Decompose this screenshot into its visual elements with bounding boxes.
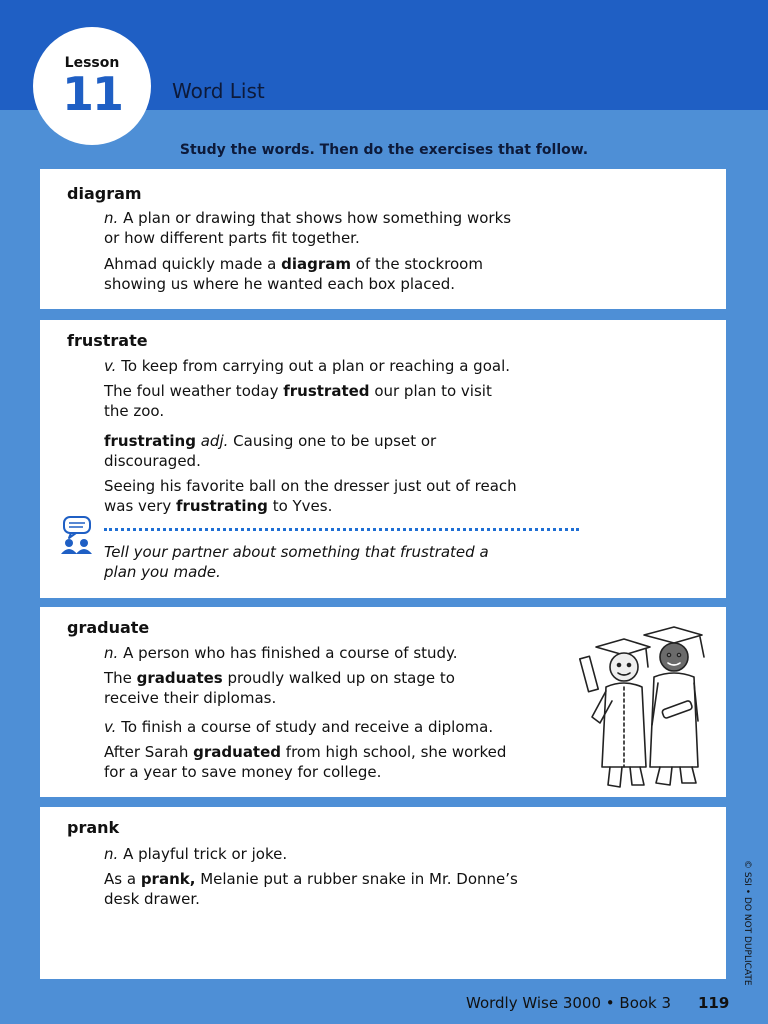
partner-prompt-cont: plan you made. — [104, 563, 221, 581]
dotted-divider — [104, 528, 579, 531]
svg-text:© SSI • DO NOT DUPLICATE: © SSI • DO NOT DUPLICATE — [742, 860, 752, 986]
entry-card-prank — [40, 807, 726, 979]
definition-cont: or how different parts fit together. — [104, 229, 360, 247]
lesson-label: Lesson — [64, 55, 120, 71]
copyright-note — [735, 860, 752, 986]
example-sentence-cont: receive their diplomas. — [104, 689, 277, 707]
entry-card-diagram — [40, 169, 726, 309]
partner-prompt: Tell your partner about something that frustrated a — [104, 543, 489, 561]
headword-prank: prank — [67, 818, 120, 837]
example-sentence-cont: the zoo. — [104, 402, 165, 420]
headword-diagram: diagram — [67, 184, 142, 203]
example-sentence-2-cont: for a year to save money for college. — [104, 763, 382, 781]
entry-card-frustrate — [40, 320, 726, 598]
derived-example-cont: was very frustrating to Yves. — [104, 497, 333, 515]
example-sentence: The graduates proudly walked up on stage to — [104, 669, 455, 687]
footer-book-title: Wordly Wise 3000 • Book 3 — [466, 994, 672, 1012]
example-sentence-cont: desk drawer. — [104, 890, 200, 908]
headword-graduate: graduate — [67, 618, 150, 637]
derived-definition-cont: discouraged. — [104, 452, 201, 470]
lesson-badge — [33, 27, 151, 145]
headword-frustrate: frustrate — [67, 331, 148, 350]
definition: n. A playful trick or joke. — [104, 845, 288, 863]
part-of-speech: n. — [104, 209, 119, 227]
entry-card-graduate — [40, 607, 726, 797]
example-sentence-cont: showing us where he wanted each box placed. — [104, 275, 455, 293]
example-sentence: As a prank, Melanie put a rubber snake in Mr. Donne’s — [104, 870, 518, 888]
definition: v. To keep from carrying out a plan or reaching a goal. — [104, 357, 511, 375]
definition: n. A plan or drawing that shows how something works — [104, 209, 512, 227]
example-sentence-2: After Sarah graduated from high school, she worked — [104, 743, 507, 761]
definition: n. A person who has finished a course of study. — [104, 644, 458, 662]
lesson-number: 11 — [61, 67, 122, 121]
section-title: Word List — [172, 79, 265, 103]
partner-talk-icon — [58, 516, 96, 562]
instructions: Study the words. Then do the exercises that follow. — [179, 142, 589, 158]
definition-verb: v. To finish a course of study and receive a diploma. — [104, 718, 494, 736]
example-sentence: The foul weather today frustrated our plan to visit — [104, 382, 492, 400]
derived-example: Seeing his favorite ball on the dresser just out of reach — [104, 477, 517, 495]
derived-word: frustrating adj. Causing one to be upset or — [104, 432, 437, 450]
page-number: 119 — [698, 994, 730, 1012]
graduates-illustration — [566, 617, 726, 795]
example-sentence: Ahmad quickly made a diagram of the stockroom — [104, 255, 483, 273]
